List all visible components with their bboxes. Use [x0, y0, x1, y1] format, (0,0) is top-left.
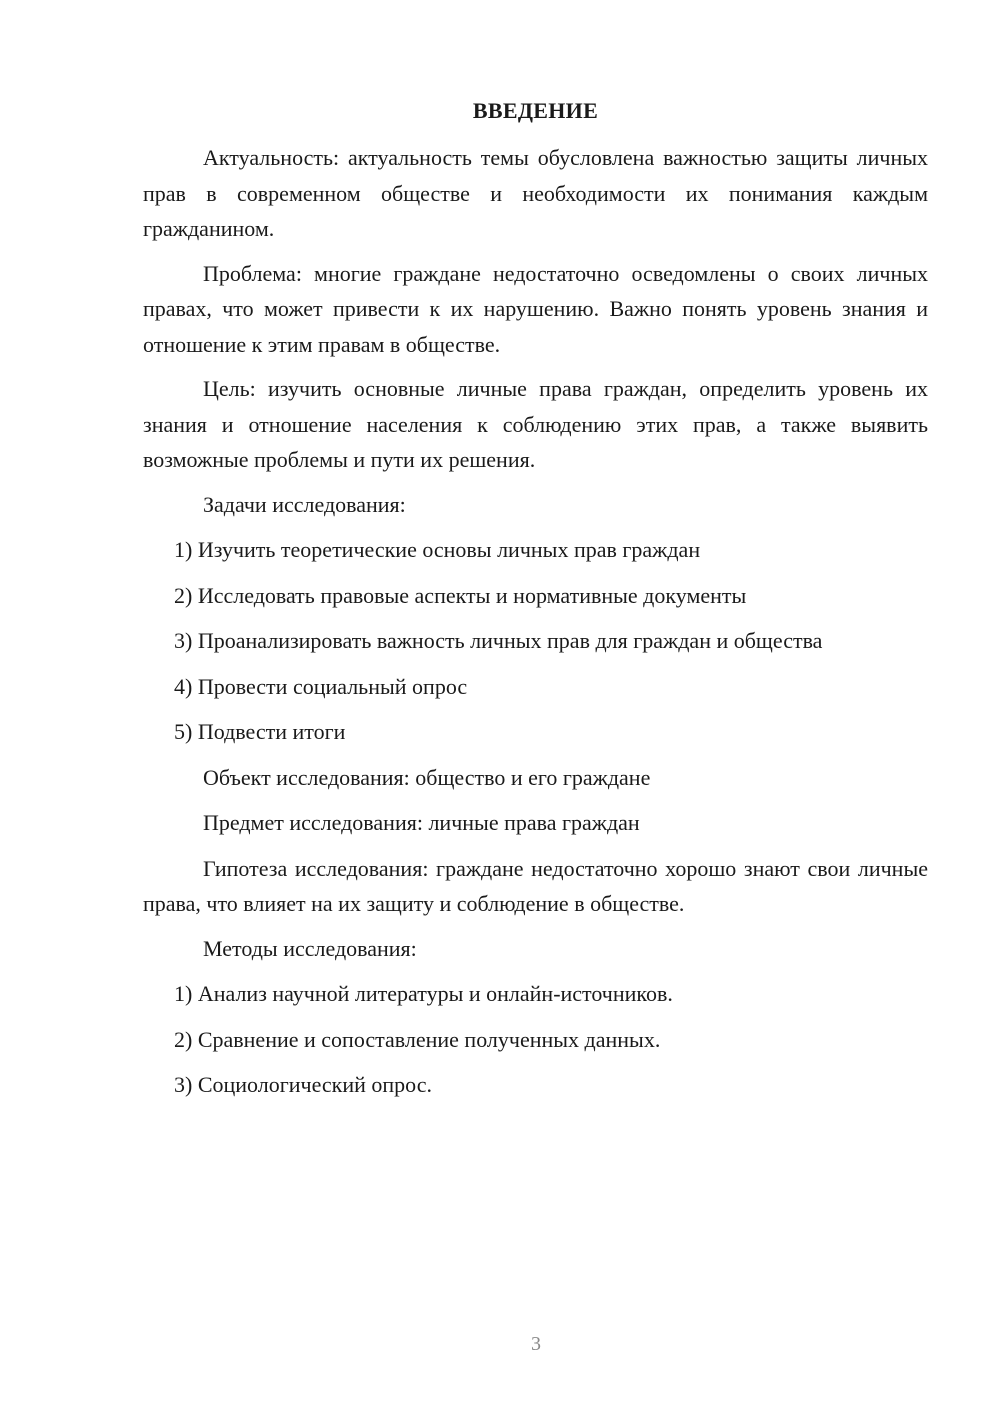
section-title: ВВЕДЕНИЕ [472, 98, 599, 123]
task-item-4: 4) Провести социальный опрос [174, 673, 468, 699]
task-item-3: 3) Проанализировать важность личных прав для граждан и общества [174, 628, 823, 653]
hypothesis-paragraph: Гипотеза исследования: граждане недостаточно хорошо знают свои личные права, что влияет на их защиту и соблюдение в обществе. [143, 855, 928, 916]
object-line: Объект исследования: общество и его граждане [203, 764, 651, 790]
tasks-heading: Задачи исследования: [203, 491, 406, 517]
goal-paragraph: Цель: изучить основные личные права граждан, определить уровень их знания и отношение населения к соблюдению этих прав, а также выявить возможные проблемы и пути их решения. [143, 376, 928, 472]
method-item-1: 1) Анализ научной литературы и онлайн-источников. [174, 981, 673, 1006]
task-item-1: 1) Изучить теоретические основы личных прав граждан [174, 537, 701, 562]
method-item-3: 3) Социологический опрос. [174, 1072, 432, 1097]
page-content [143, 96, 928, 1113]
subject-line: Предмет исследования: личные права граждан [203, 810, 640, 835]
methods-heading: Методы исследования: [203, 935, 417, 961]
page-number: 3 [531, 1333, 541, 1355]
relevance-paragraph: Актуальность: актуальность темы обусловлена важностью защиты личных прав в современном обществе и необходимости их понимания каждым гражданином. [143, 145, 928, 241]
method-item-2: 2) Сравнение и сопоставление полученных данных. [174, 1026, 661, 1052]
task-item-2: 2) Исследовать правовые аспекты и нормативные документы [174, 582, 747, 608]
problem-paragraph: Проблема: многие граждане недостаточно осведомлены о своих личных правах, что может привести к их нарушению. Важно понять уровень знания и отношение к этим правам в обществе. [143, 260, 928, 357]
task-item-5: 5) Подвести итоги [174, 719, 346, 744]
